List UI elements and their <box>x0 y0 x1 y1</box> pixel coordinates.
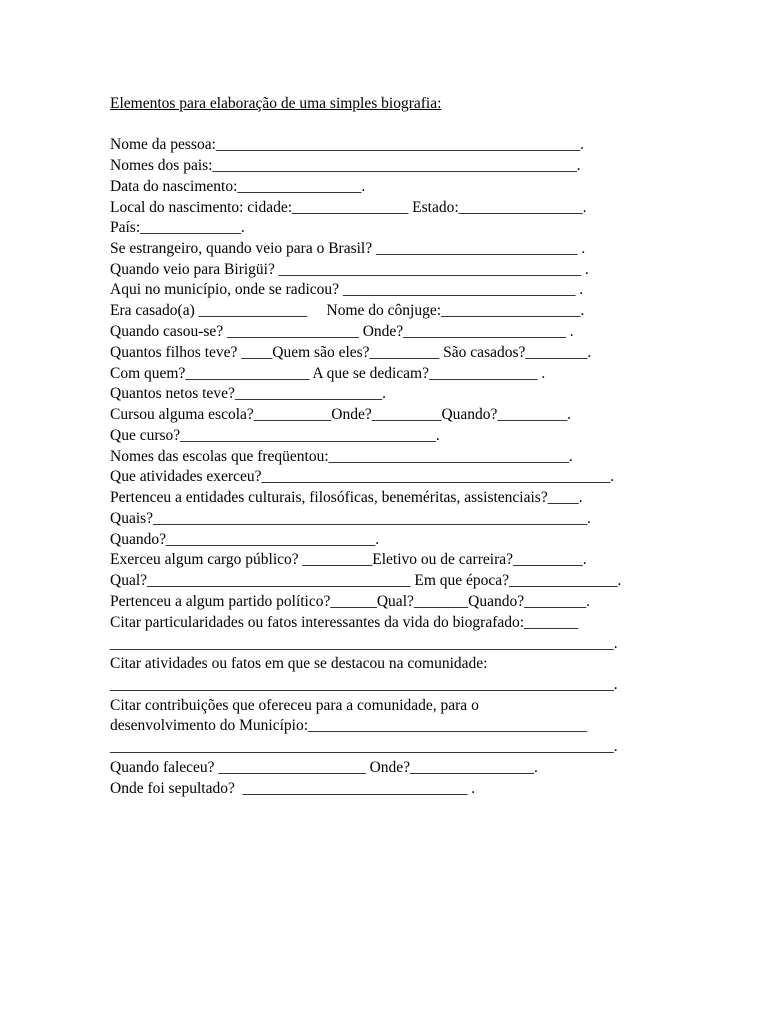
field-desenvolvimento: desenvolvimento do Município:____________________________________ <box>110 717 588 734</box>
field-contribuicoes-blank: _________________________________________________________________. <box>110 738 618 755</box>
field-quando-casou: Quando casou-se? _________________ Onde?_____________________ . <box>110 323 574 340</box>
field-pais: País:_____________. <box>110 219 245 236</box>
field-atividades-destaque-blank: _________________________________________________________________. <box>110 676 618 693</box>
field-onde-radicou: Aqui no município, onde se radicou? ______________________________ . <box>110 281 584 298</box>
field-nomes-escolas: Nomes das escolas que freqüentou:_______________________________. <box>110 448 573 465</box>
field-atividades: Que atividades exerceu?_____________________________________________. <box>110 468 615 485</box>
field-atividades-destaque: Citar atividades ou fatos em que se destacou na comunidade: <box>110 655 488 672</box>
field-escola: Cursou alguma escola?__________Onde?_________Quando?_________. <box>110 406 572 423</box>
field-sepultado: Onde foi sepultado? _____________________________ . <box>110 780 476 797</box>
field-casado-conjuge: Era casado(a) ______________ Nome do cônjuge:__________________. <box>110 302 585 319</box>
field-nomes-dos-pais: Nomes dos pais:_______________________________________________. <box>110 157 581 174</box>
field-cargo-publico: Exerceu algum cargo público? _________Eletivo ou de carreira?_________. <box>110 551 587 568</box>
field-partido: Pertenceu a algum partido político?______Qual?_______Quando?________. <box>110 593 590 610</box>
field-particularidades-blank: _________________________________________________________________. <box>110 635 618 652</box>
field-nome-da-pessoa: Nome da pessoa:_______________________________________________. <box>110 136 585 153</box>
field-contribuicoes: Citar contribuições que ofereceu para a comunidade, para o <box>110 697 479 714</box>
field-quando-entidades: Quando?___________________________. <box>110 531 380 548</box>
field-qual-epoca: Qual?__________________________________ Em que época?______________. <box>110 572 622 589</box>
field-falecimento: Quando faleceu? ___________________ Onde?________________. <box>110 759 538 776</box>
field-local-nascimento: Local do nascimento: cidade:_______________ Estado:________________. <box>110 199 587 216</box>
field-netos: Quantos netos teve?___________________. <box>110 385 386 402</box>
field-quando-birigui: Quando veio para Birigüi? _______________________________________ . <box>110 261 589 278</box>
field-quais: Quais?________________________________________________________. <box>110 510 591 527</box>
field-curso: Que curso?_________________________________. <box>110 427 440 444</box>
form-title: Elementos para elaboração de uma simples biografia: <box>110 95 442 112</box>
field-particularidades: Citar particularidades ou fatos interessantes da vida do biografado:_______ <box>110 614 579 631</box>
field-data-nascimento: Data do nascimento:________________. <box>110 178 366 195</box>
field-com-quem: Com quem?________________ A que se dedicam?______________ . <box>110 365 546 382</box>
field-entidades: Pertenceu a entidades culturais, filosóficas, beneméritas, assistenciais?____. <box>110 489 583 506</box>
field-estrangeiro: Se estrangeiro, quando veio para o Brasil? __________________________ . <box>110 240 586 257</box>
field-filhos: Quantos filhos teve? ____Quem são eles?_________ São casados?________. <box>110 344 592 361</box>
